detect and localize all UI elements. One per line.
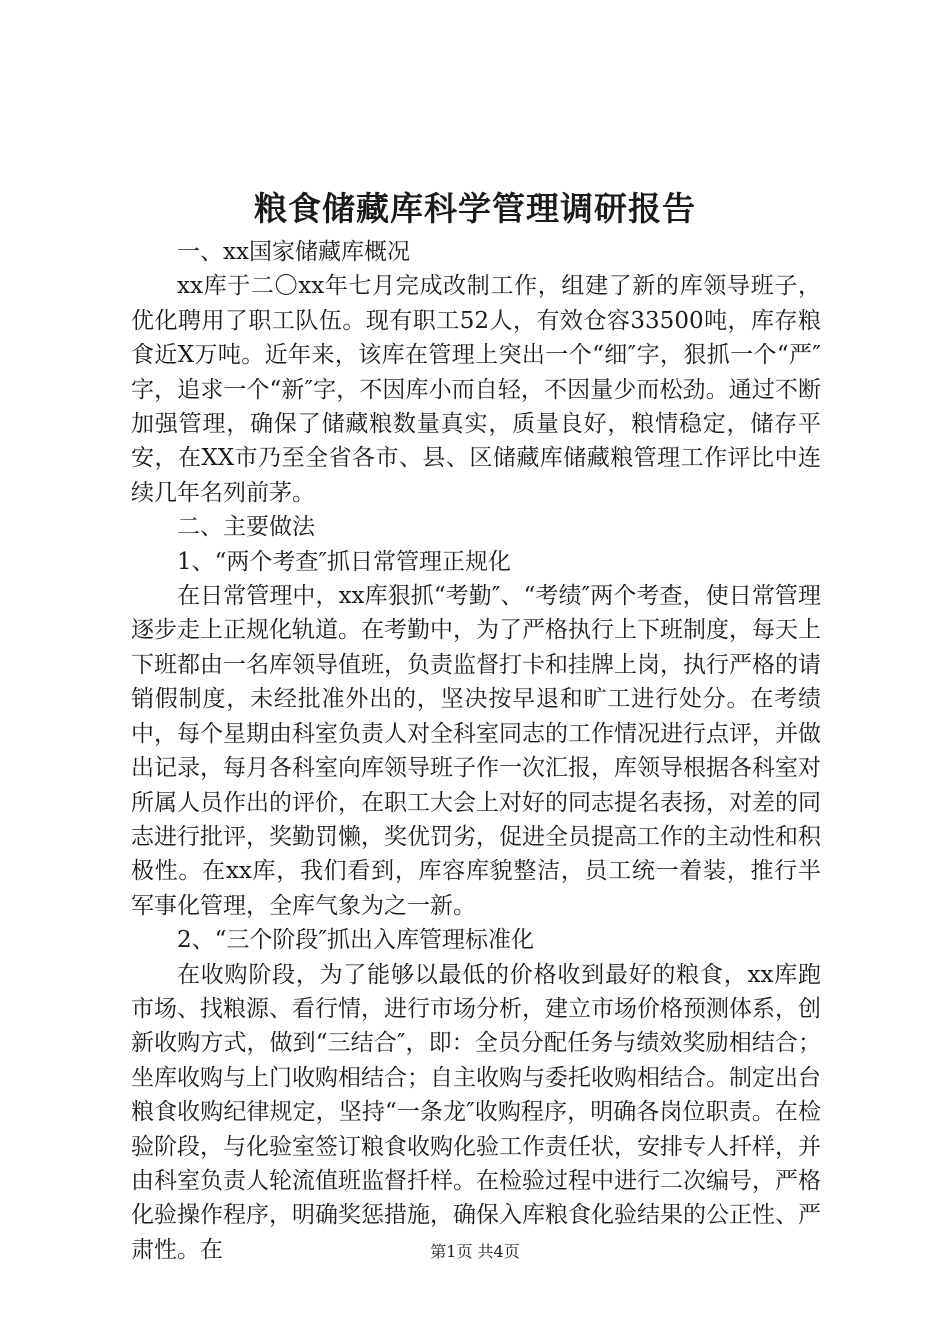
page-number-footer: 第1页 共4页: [430, 1242, 520, 1261]
document-body: [131, 235, 821, 1267]
paragraph-overview: xx库于二〇xx年七月完成改制工作，组建了新的库领导班子，优化聘用了职工队伍。现有职工52人，有效仓容33500吨，库存粮食近X万吨。近年来，该库在管理上突出一个“细″字，狠抓一个“严″字，追求一个“新″字，不因库小而自轻，不因量少而松劲。通过不断加强管理，确保了储藏粮数量真实，质量良好，粮情稳定，储存平安，在XX市乃至全省各市、县、区储藏库储藏粮管理工作评比中连续几年名列前茅。: [131, 273, 821, 506]
section-heading-main-practices: 二、主要做法: [177, 514, 315, 541]
document-title: 粮食储藏库科学管理调研报告: [254, 189, 696, 228]
subheading-daily-management: 1、“两个考查″抓日常管理正规化: [177, 548, 511, 575]
paragraph-daily-management: 在日常管理中，xx库狠抓“考勤″、“考绩″两个考查，使日常管理逐步走上正规化轨道。在考勤中，为了严格执行上下班制度，每天上下班都由一名库领导值班，负责监督打卡和挂牌上岗，执行严格的请销假制度，未经批准外出的，坚决按早退和旷工进行处分。在考绩中，每个星期由科室负责人对全科室同志的工作情况进行点评，并做出记录，每月各科室向库领导班子作一次汇报，库领导根据各科室对所属人员作出的评价，在职工大会上对好的同志提名表扬，对差的同志进行批评，奖勤罚懒，奖优罚劣，促进全员提高工作的主动性和积极性。在xx库，我们看到，库容库貌整洁，员工统一着装，推行半军事化管理，全库气象为之一新。: [131, 583, 821, 919]
section-heading-overview: 一、xx国家储藏库概况: [177, 239, 410, 265]
subheading-warehouse-management: 2、“三个阶段″抓出入库管理标准化: [177, 927, 534, 954]
paragraph-warehouse-management: 在收购阶段，为了能够以最低的价格收到最好的粮食，xx库跑市场、找粮源、看行情，进行市场分析，建立市场价格预测体系，创新收购方式，做到“三结合″，即：全员分配任务与绩效奖励相结合；坐库收购与上门收购相结合；自主收购与委托收购相结合。制定出台粮食收购纪律规定，坚持“一条龙″收购程序，明确各岗位职责。在检验阶段，与化验室签订粮食收购化验工作责任状，安排专人扦样，并由科室负责人轮流值班监督扦样。在检验过程中进行二次编号，严格化验操作程序，明确奖惩措施，确保入库粮食化验结果的公正性、严肃性。在: [131, 961, 821, 1263]
